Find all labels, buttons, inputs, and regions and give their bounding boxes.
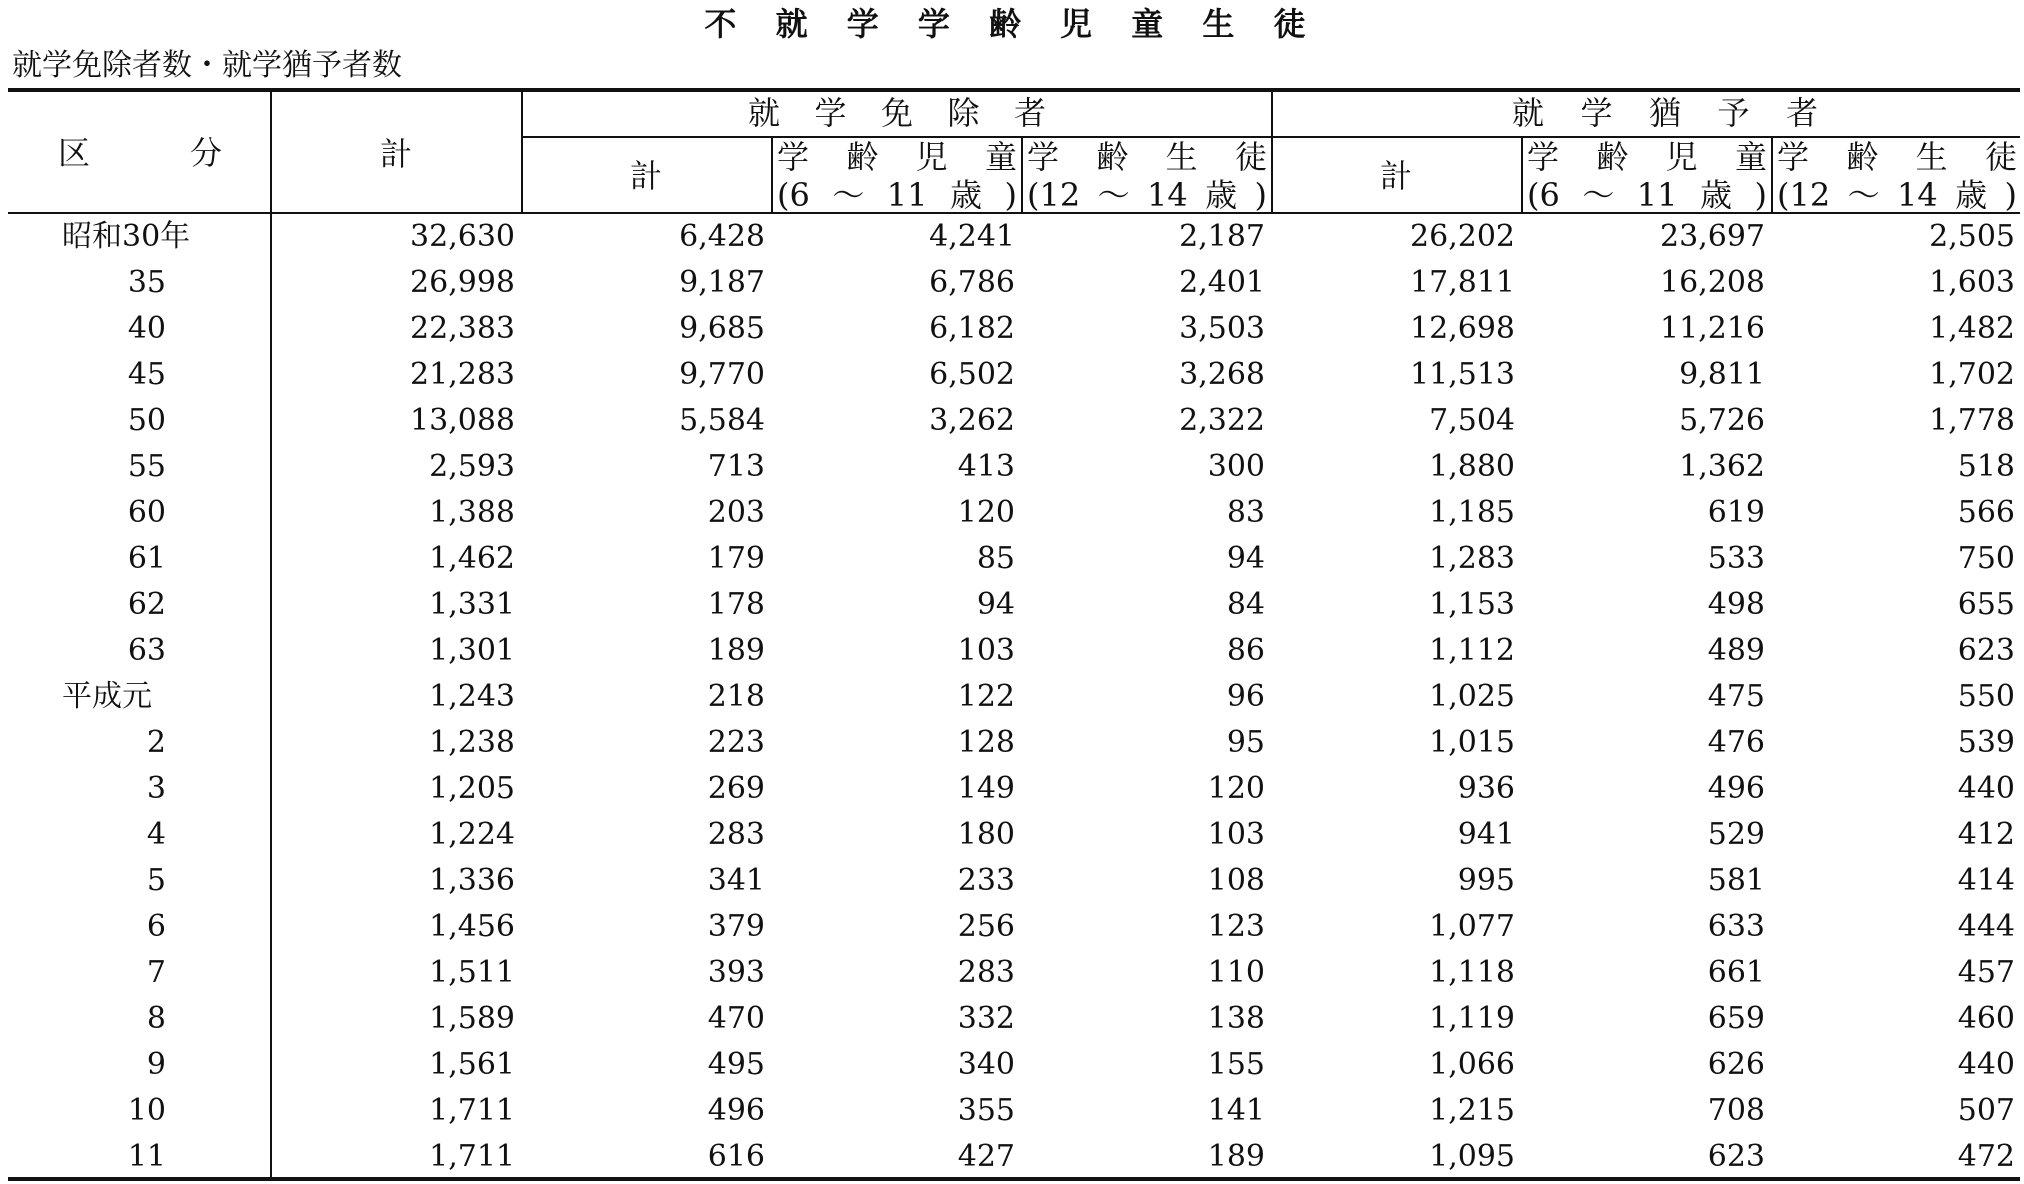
table-cell: 1,778 — [1929, 403, 2015, 438]
table-cell: 17,811 — [1410, 265, 1515, 300]
row-label: 63 — [127, 633, 166, 668]
table-cell: 1,482 — [1929, 311, 2015, 346]
table-cell: 995 — [1457, 863, 1515, 898]
table-cell: 1,185 — [1429, 495, 1515, 530]
table-cell: 936 — [1457, 771, 1515, 806]
table-cell: 472 — [1957, 1139, 2015, 1174]
table-cell: 85 — [976, 541, 1015, 576]
table-cell: 529 — [1707, 817, 1765, 852]
row-label: 6 — [146, 909, 166, 944]
table-cell: 86 — [1226, 633, 1265, 668]
table-cell: 340 — [957, 1047, 1015, 1082]
table-cell: 7,504 — [1429, 403, 1515, 438]
table-cell: 1,118 — [1429, 955, 1515, 990]
row-label: 11 — [127, 1139, 166, 1174]
table-cell: 581 — [1707, 863, 1765, 898]
table-cell: 84 — [1226, 587, 1265, 622]
table-cell: 355 — [957, 1093, 1015, 1128]
table-cell: 1,112 — [1429, 633, 1515, 668]
table-cell: 13,088 — [410, 403, 515, 438]
table-cell: 1,025 — [1429, 679, 1515, 714]
header-divider-exempt-children — [771, 137, 773, 214]
table-cell: 6,182 — [929, 311, 1015, 346]
row-label: 平成元 — [62, 679, 152, 714]
table-cell: 1,119 — [1429, 1001, 1515, 1036]
table-cell: 412 — [1957, 817, 2015, 852]
table-cell: 470 — [707, 1001, 765, 1036]
table-cell: 9,811 — [1679, 357, 1765, 392]
table-cell: 203 — [707, 495, 765, 530]
table-cell: 1,238 — [429, 725, 515, 760]
table-cell: 495 — [707, 1047, 765, 1082]
table-cell: 189 — [1207, 1139, 1265, 1174]
table-cell: 2,187 — [1179, 219, 1265, 254]
table-cell: 444 — [1957, 909, 2015, 944]
header-category: 区 分 — [58, 134, 222, 172]
table-cell: 496 — [1707, 771, 1765, 806]
table-cell: 4,241 — [929, 219, 1015, 254]
table-cell: 3,503 — [1179, 311, 1265, 346]
table-cell: 149 — [957, 771, 1015, 806]
table-cell: 566 — [1957, 495, 2015, 530]
header-postpone-students: 学 齢 生 徒 — [1777, 138, 2017, 176]
table-cell: 94 — [976, 587, 1015, 622]
table-cell: 2,505 — [1929, 219, 2015, 254]
table-cell: 6,428 — [679, 219, 765, 254]
table-cell: 179 — [707, 541, 765, 576]
table-cell: 283 — [957, 955, 1015, 990]
row-label: 61 — [127, 541, 166, 576]
table-cell: 1,095 — [1429, 1139, 1515, 1174]
table-cell: 1,603 — [1929, 265, 2015, 300]
table-cell: 1,589 — [429, 1001, 515, 1036]
table-cell: 1,015 — [1429, 725, 1515, 760]
table-cell: 103 — [957, 633, 1015, 668]
table-cell: 475 — [1707, 679, 1765, 714]
table-cell: 110 — [1207, 955, 1265, 990]
row-label: 9 — [146, 1047, 166, 1082]
header-postpone-children: 学 齢 児 童 — [1527, 138, 1767, 176]
table-cell: 332 — [957, 1001, 1015, 1036]
table-cell: 189 — [707, 633, 765, 668]
table-cell: 1,880 — [1429, 449, 1515, 484]
table-cell: 1,153 — [1429, 587, 1515, 622]
table-cell: 414 — [1957, 863, 2015, 898]
header-exempt-students: 学 齢 生 徒 — [1027, 138, 1267, 176]
header-exempt-total: 計 — [630, 157, 663, 195]
table-cell: 128 — [957, 725, 1015, 760]
table-cell: 95 — [1226, 725, 1265, 760]
table-cell: 22,383 — [410, 311, 515, 346]
header-exemption-group: 就 学 免 除 者 — [748, 94, 1046, 132]
row-label: 昭和30年 — [62, 219, 191, 254]
table-cell: 1,336 — [429, 863, 515, 898]
table-cell: 155 — [1207, 1047, 1265, 1082]
table-cell: 476 — [1707, 725, 1765, 760]
row-label: 60 — [127, 495, 166, 530]
row-label: 40 — [127, 311, 166, 346]
row-label: 2 — [146, 725, 166, 760]
table-cell: 1,456 — [429, 909, 515, 944]
table-cell: 708 — [1707, 1093, 1765, 1128]
table-cell: 23,697 — [1660, 219, 1765, 254]
row-label: 35 — [127, 265, 166, 300]
table-cell: 655 — [1957, 587, 2015, 622]
table-cell: 120 — [957, 495, 1015, 530]
table-cell: 94 — [1226, 541, 1265, 576]
row-label: 50 — [127, 403, 166, 438]
table-cell: 11,513 — [1410, 357, 1515, 392]
table-caption: 就学免除者数・就学猶予者数 — [12, 48, 402, 83]
table-cell: 457 — [1957, 955, 2015, 990]
table-cell: 5,584 — [679, 403, 765, 438]
table-cell: 9,685 — [679, 311, 765, 346]
table-cell: 11,216 — [1660, 311, 1765, 346]
table-cell: 1,224 — [429, 817, 515, 852]
table-cell: 623 — [1707, 1139, 1765, 1174]
row-label: 7 — [146, 955, 166, 990]
table-cell: 489 — [1707, 633, 1765, 668]
table-cell: 6,502 — [929, 357, 1015, 392]
table-cell: 9,187 — [679, 265, 765, 300]
table-cell: 1,511 — [429, 955, 515, 990]
header-exempt-children: 学 齢 児 童 — [777, 138, 1017, 176]
table-cell: 32,630 — [410, 219, 515, 254]
table-cell: 123 — [1207, 909, 1265, 944]
table-cell: 180 — [957, 817, 1015, 852]
table-cell: 141 — [1207, 1093, 1265, 1128]
table-cell: 1,215 — [1429, 1093, 1515, 1128]
table-cell: 223 — [707, 725, 765, 760]
table-cell: 623 — [1957, 633, 2015, 668]
table-cell: 633 — [1707, 909, 1765, 944]
row-label: 3 — [146, 771, 166, 806]
table-cell: 616 — [707, 1139, 765, 1174]
header-divider-total — [521, 90, 523, 214]
table-cell: 1,205 — [429, 771, 515, 806]
table-cell: 138 — [1207, 1001, 1265, 1036]
table-cell: 1,388 — [429, 495, 515, 530]
table-cell: 507 — [1957, 1093, 2015, 1128]
table-cell: 619 — [1707, 495, 1765, 530]
table-cell: 518 — [1957, 449, 2015, 484]
page-title: 不 就 学 学 齢 児 童 生 徒 — [704, 5, 1320, 43]
table-cell: 96 — [1226, 679, 1265, 714]
table-cell: 539 — [1957, 725, 2015, 760]
table-cell: 283 — [707, 817, 765, 852]
table-cell: 9,770 — [679, 357, 765, 392]
table-cell: 83 — [1226, 495, 1265, 530]
table-cell: 1,243 — [429, 679, 515, 714]
table-cell: 533 — [1707, 541, 1765, 576]
row-label: 10 — [127, 1093, 166, 1128]
table-cell: 256 — [957, 909, 1015, 944]
table-cell: 427 — [957, 1139, 1015, 1174]
table-cell: 103 — [1207, 817, 1265, 852]
table-cell: 3,262 — [929, 403, 1015, 438]
table-cell: 659 — [1707, 1001, 1765, 1036]
table-cell: 413 — [957, 449, 1015, 484]
table-cell: 1,283 — [1429, 541, 1515, 576]
table-cell: 1,711 — [429, 1093, 515, 1128]
table-cell: 1,301 — [429, 633, 515, 668]
table-cell: 218 — [707, 679, 765, 714]
header-divider-exempt-students — [1021, 137, 1023, 214]
table-cell: 440 — [1957, 771, 2015, 806]
header-postpone-children-range: (6 ～ 11 歳 ) — [1527, 176, 1767, 214]
table-cell: 661 — [1707, 955, 1765, 990]
table-cell: 379 — [707, 909, 765, 944]
table-cell: 26,202 — [1410, 219, 1515, 254]
table-cell: 2,322 — [1179, 403, 1265, 438]
row-label: 55 — [127, 449, 166, 484]
table-cell: 2,401 — [1179, 265, 1265, 300]
table-cell: 178 — [707, 587, 765, 622]
table-cell: 233 — [957, 863, 1015, 898]
table-cell: 108 — [1207, 863, 1265, 898]
header-exempt-children-range: (6 ～ 11 歳 ) — [777, 176, 1017, 214]
table-cell: 1,711 — [429, 1139, 515, 1174]
table-top-rule — [8, 88, 2020, 92]
table-cell: 1,702 — [1929, 357, 2015, 392]
table-cell: 941 — [1457, 817, 1515, 852]
table-cell: 1,077 — [1429, 909, 1515, 944]
table-cell: 300 — [1207, 449, 1265, 484]
table-cell: 1,462 — [429, 541, 515, 576]
header-divider-groups — [1271, 90, 1273, 214]
row-label: 5 — [146, 863, 166, 898]
header-exempt-students-range: (12 ～ 14 歳 ) — [1027, 176, 1267, 214]
row-label: 8 — [146, 1001, 166, 1036]
header-total: 計 — [380, 135, 413, 173]
table-cell: 5,726 — [1679, 403, 1765, 438]
row-label: 45 — [127, 357, 166, 392]
table-cell: 498 — [1707, 587, 1765, 622]
table-cell: 440 — [1957, 1047, 2015, 1082]
table-cell: 12,698 — [1410, 311, 1515, 346]
row-label: 62 — [127, 587, 166, 622]
table-cell: 26,998 — [410, 265, 515, 300]
table-cell: 3,268 — [1179, 357, 1265, 392]
table-cell: 2,593 — [429, 449, 515, 484]
table-cell: 122 — [957, 679, 1015, 714]
table-cell: 1,561 — [429, 1047, 515, 1082]
table-cell: 1,066 — [1429, 1047, 1515, 1082]
table-cell: 1,331 — [429, 587, 515, 622]
table-cell: 550 — [1957, 679, 2015, 714]
table-cell: 6,786 — [929, 265, 1015, 300]
table-cell: 713 — [707, 449, 765, 484]
header-divider-postpone-children — [1521, 137, 1523, 214]
table-cell: 626 — [1707, 1047, 1765, 1082]
table-cell: 269 — [707, 771, 765, 806]
table-cell: 496 — [707, 1093, 765, 1128]
header-divider-postpone-students — [1771, 137, 1773, 214]
table-cell: 21,283 — [410, 357, 515, 392]
table-cell: 16,208 — [1660, 265, 1765, 300]
table-cell: 120 — [1207, 771, 1265, 806]
row-label: 4 — [146, 817, 166, 852]
table-cell: 1,362 — [1679, 449, 1765, 484]
table-cell: 460 — [1957, 1001, 2015, 1036]
column-divider-category — [270, 90, 272, 1179]
table-cell: 341 — [707, 863, 765, 898]
header-postponement-group: 就 学 猶 予 者 — [1512, 94, 1818, 132]
table-cell: 393 — [707, 955, 765, 990]
table-cell: 750 — [1957, 541, 2015, 576]
header-postpone-total: 計 — [1380, 157, 1413, 195]
header-postpone-students-range: (12 ～ 14 歳 ) — [1777, 176, 2017, 214]
